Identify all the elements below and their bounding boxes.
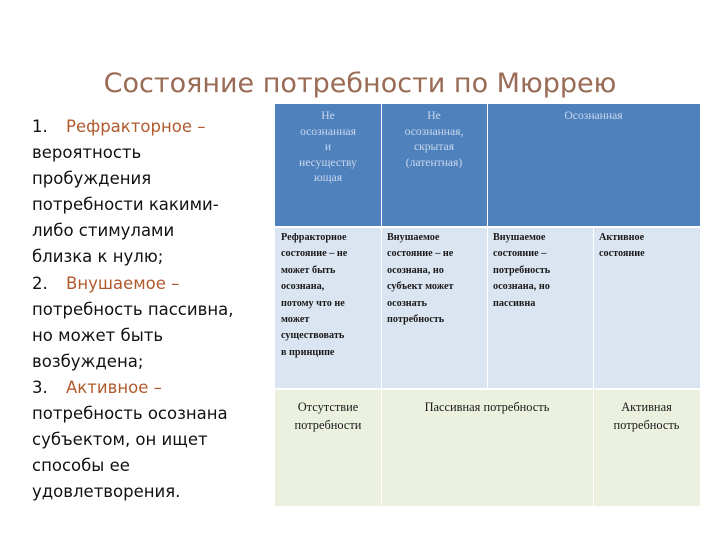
table-middle-cell: Внушаемое состояние – потребность осознана, но пассивна [487, 228, 593, 388]
list-item-1-line: близка к нулю; [32, 247, 164, 267]
list-item-1-line: потребности какими- [32, 195, 219, 215]
table-header-cell: Осознанная [487, 104, 700, 226]
term-suggestible: Внушаемое [66, 273, 166, 293]
list-item-number: 3. [32, 377, 48, 397]
list-item-3-line: способы ее [32, 456, 130, 476]
state-list [32, 114, 268, 505]
table-column-divider [593, 226, 594, 506]
list-item-1-line: либо стимулами [32, 221, 175, 241]
murray-states-table [275, 104, 700, 506]
list-item-2-line: возбуждена; [32, 351, 144, 371]
list-item-number: 1. [32, 117, 48, 136]
table-bottom-cell: Активная потребность [593, 390, 700, 506]
term-active: Активное [66, 377, 149, 397]
list-item-3-line: субъектом, он ищет [32, 430, 208, 450]
table-row-divider [275, 388, 700, 390]
list-item-2-line: потребность пассивна, [32, 299, 234, 319]
list-item-3-line: удовлетворения. [32, 482, 181, 502]
list-item-1-heading [32, 114, 268, 140]
slide-title: Состояние потребности по Мюррею [103, 68, 617, 99]
list-item-1-line: пробуждения [32, 169, 152, 189]
term-dash: – [165, 273, 180, 293]
table-column-divider [487, 104, 488, 388]
list-item-3-heading [32, 375, 268, 401]
table-header-cell: Не осознанная, скрытая (латентная) [381, 104, 487, 226]
term-refractory: Рефракторное [66, 117, 192, 136]
table-middle-cell: Активное состояние [593, 228, 700, 388]
term-dash: – [148, 377, 162, 397]
list-item-1-line: вероятность [32, 143, 142, 163]
list-item-3-line: потребность осознана [32, 404, 228, 424]
table-header-cell: Не осознанная и несуществу ющая [275, 104, 381, 226]
table-bottom-cell: Пассивная потребность [381, 390, 593, 506]
list-item-2-line: но может быть [32, 325, 164, 345]
list-item-number: 2. [32, 273, 48, 293]
table-middle-cell: Рефракторное состояние – не может быть осознана, потому что не может существовать в принципе [275, 228, 381, 388]
table-bottom-cell: Отсутствие потребности [275, 390, 381, 506]
table-middle-cell: Внушаемое состояние – не осознана, но субъект может осознать потребность [381, 228, 487, 388]
table-column-divider [381, 104, 382, 506]
list-item-2-heading [32, 271, 268, 297]
term-dash: – [191, 117, 206, 136]
